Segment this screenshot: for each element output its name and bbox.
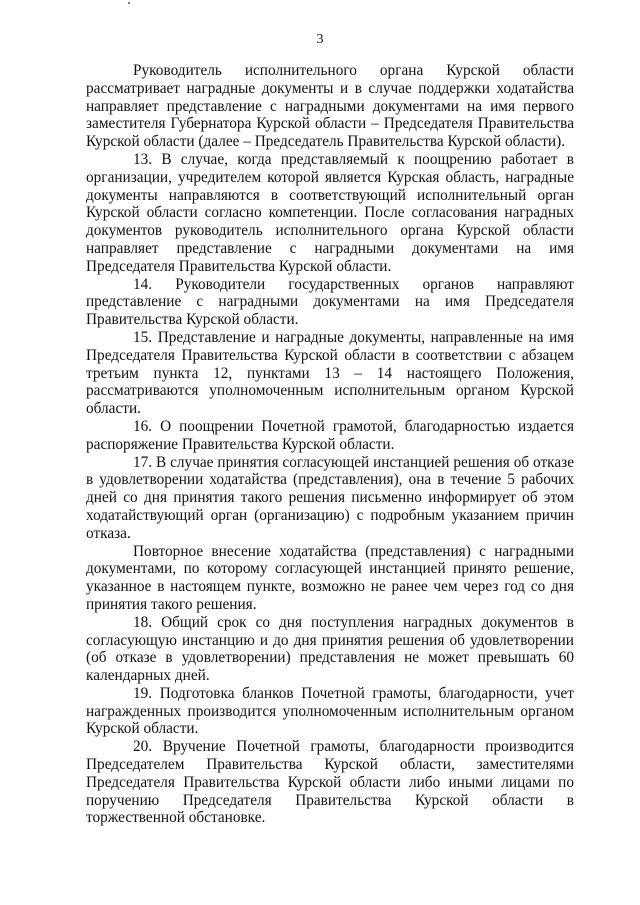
paragraph-13: 13. В случае, когда представляемый к поощрению работает в организации, учредителем которой является Курская область, наградные документы направляются в соответствующий исполнительный орган Курской области согласно компетенции. После согласования наградных документов руководитель исполнительного органа Курской области направляет представление с наградными документами на имя Председателя Правительства Курской области. — [86, 150, 574, 275]
paragraph-19: 19. Подготовка бланков Почетной грамоты, благодарности, учет награжденных производится уполномоченным исполнительным органом Курской области. — [86, 684, 574, 738]
document-body — [86, 62, 574, 827]
paragraph-17-second: Повторное внесение ходатайства (представления) с наградными документами, по которому согласующей инстанцией принято решение, указанное в настоящем пункте, возможно не ранее чем через год со дня принятия такого решения. — [86, 542, 574, 613]
paragraph-14: 14. Руководители государственных органов направляют представление с наградными документами на имя Председателя Правительства Курской области. — [86, 275, 574, 329]
paragraph-12-continuation: Руководитель исполнительного органа Курской области рассматривает наградные документы и в случае поддержки ходатайства направляет представление с наградными документами на имя первого заместителя Губернатора Курской области – Председателя Правительства Курской области (далее – Председатель Правительства Курской области). — [86, 62, 574, 151]
paragraph-18: 18. Общий срок со дня поступления наградных документов в согласующую инстанцию и до дня принятия решения об удовлетворении (об отказе в удовлетворении) представления не может превышать 60 календарных дней. — [86, 613, 574, 685]
paragraph-15: 15. Представление и наградные документы, направленные на имя Председателя Правительства Курской области в соответствии с абзацем третьим пункта 12, пунктами 13 – 14 настоящего Положения, рассматриваются уполномоченным исполнительным органом Курской области. — [86, 328, 574, 418]
scan-speck — [128, 2, 130, 4]
paragraph-16: 16. О поощрении Почетной грамотой, благодарностью издается распоряжение Правительства Курской области. — [86, 417, 574, 453]
page-number: 3 — [316, 32, 324, 47]
paragraph-20: 20. Вручение Почетной грамоты, благодарности производится Председателем Правительства Курской области, заместителями Председателя Правительства Курской области либо иными лицами по поручению Председателя Правительства Курской области в торжественной обстановке. — [86, 738, 574, 827]
paragraph-17: 17. В случае принятия согласующей инстанцией решения об отказе в удовлетворении ходатайства (представления), она в течение 5 рабочих дней со дня принятия такого решения письменно информирует об этом ходатайствующий орган (организацию) с подробным указанием причин отказа. — [86, 453, 574, 542]
